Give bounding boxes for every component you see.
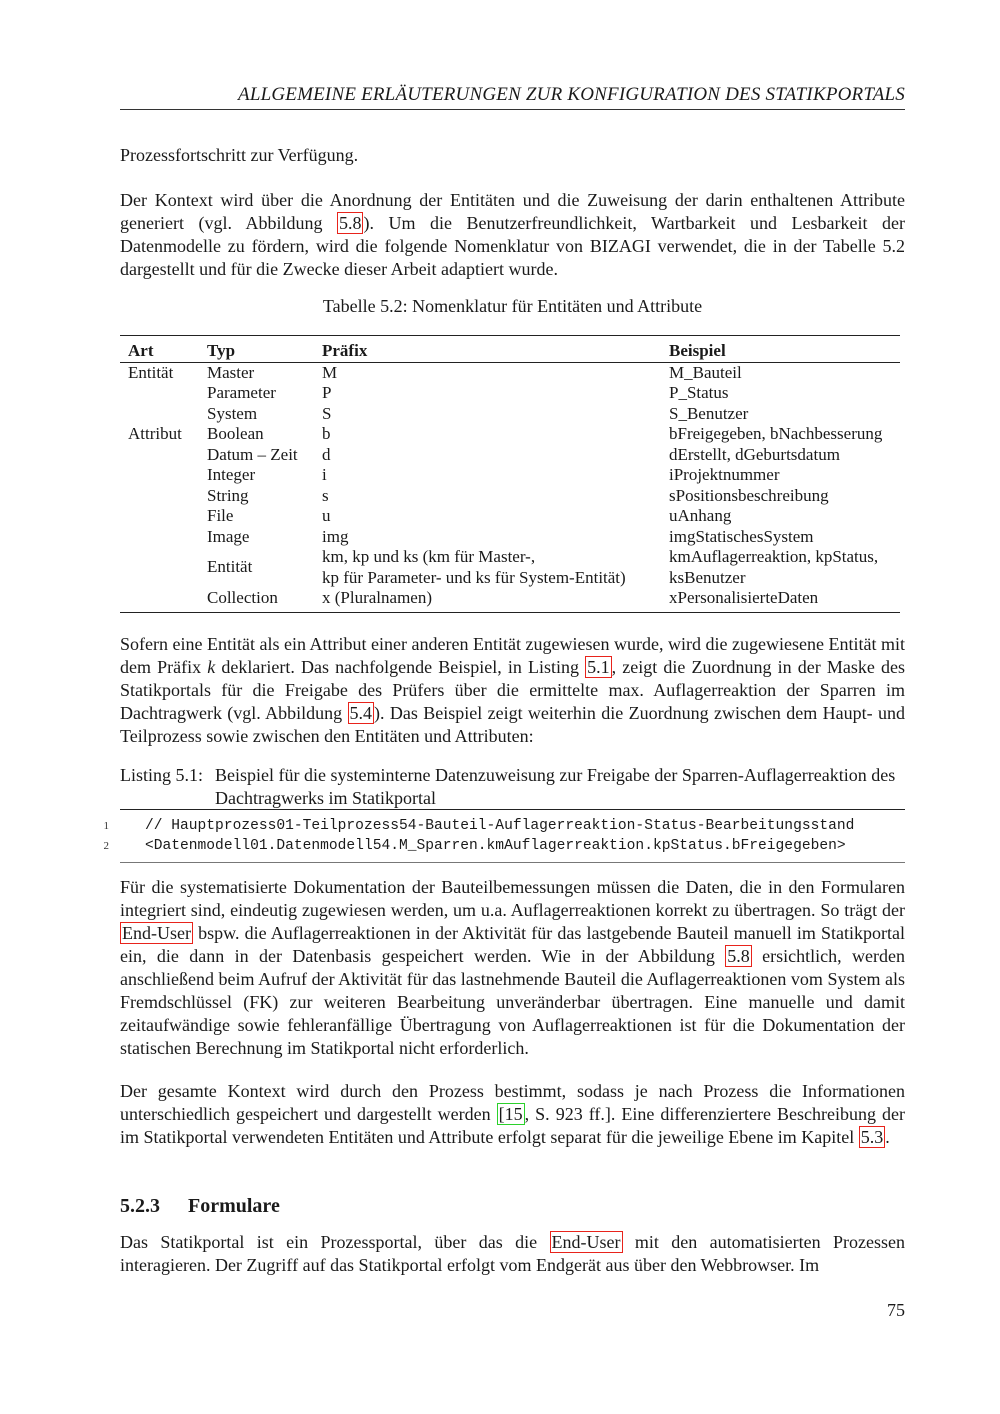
cell-art	[120, 465, 199, 486]
paragraph-6-text-a: Das Statikportal ist ein Prozessportal, über das die	[120, 1232, 550, 1252]
page-number: 75	[887, 1300, 905, 1320]
cell-praefix: x (Pluralnamen)	[322, 588, 432, 607]
paragraph-5-text-c: .	[885, 1127, 890, 1147]
cell-beispiel-line-1: kmAuflagerreaktion, kpStatus,	[669, 547, 879, 566]
cell-praefix: M	[322, 362, 338, 382]
cell-art: Attribut	[128, 424, 182, 443]
paragraph-3-text-a: Sofern eine Entität als ein Attribut einer anderen Entität zugewiesen wurde, wird die zugewiesene Entität mit dem Präfix	[120, 634, 905, 677]
nomenclature-table	[120, 335, 900, 613]
paragraph-2	[120, 189, 905, 281]
cell-typ: Parameter	[207, 383, 276, 402]
cell-praefix: d	[322, 444, 331, 464]
code-line	[103, 816, 905, 836]
table-row	[120, 465, 900, 486]
running-header: ALLGEMEINE ERLÄUTERUNGEN ZUR KONFIGURATION DES STATIKPORTALS	[120, 84, 905, 110]
cell-beispiel: M_Bauteil	[669, 362, 742, 382]
cell-praefix: img	[322, 526, 349, 546]
cell-typ: Datum – Zeit	[207, 444, 298, 464]
section-heading	[120, 1195, 280, 1218]
table-row	[120, 383, 900, 404]
cell-beispiel: uAnhang	[669, 506, 732, 525]
paragraph-6-text-b: mit den automatisierten Prozessen interagieren. Der Zugriff auf das Statikportal erfolgt vom Endgerät aus über den Webbrowser. Im	[120, 1232, 905, 1275]
cell-typ: System	[207, 403, 258, 423]
paragraph-1	[120, 144, 905, 167]
cell-beispiel: xPersonalisierteDaten	[669, 588, 819, 607]
paragraph-3	[120, 633, 905, 748]
cell-art	[120, 445, 199, 466]
section-number: 5.2.3	[120, 1195, 160, 1217]
cell-typ: String	[207, 485, 249, 505]
paragraph-6	[120, 1231, 905, 1277]
cell-art	[120, 588, 199, 612]
cell-typ: Entität	[207, 557, 253, 577]
figure-reference-link[interactable]: 5.4	[349, 703, 373, 723]
paragraph-4-text-b: bspw. die Auflagerreaktionen in der Aktivität für das lastgebende Bauteil manuell im Statikportal ein, die dann in der Datenbasis gespeichert werden. Wie in der Abbildung	[120, 923, 905, 966]
glossary-link-end-user[interactable]: End-User	[551, 1232, 621, 1252]
cell-beispiel: imgStatischesSystem	[669, 526, 814, 546]
cell-beispiel: S_Benutzer	[669, 403, 749, 423]
cell-art	[120, 404, 199, 425]
paragraph-5-text-b: , S. 923 ff.]. Eine differenziertere Beschreibung der im Statikportal verwendeten Entitäten und Attribute erfolgt separat für die jeweilige Ebene im Kapitel	[120, 1104, 905, 1147]
cell-art	[120, 383, 199, 404]
paragraph-1-text: Prozessfortschritt zur Verfügung.	[120, 145, 359, 165]
table-row	[120, 527, 900, 548]
cell-beispiel: bFreigegeben, bNachbesserung	[669, 424, 883, 443]
header-praefix: Präfix	[314, 336, 661, 363]
paragraph-3-text-c: , zeigt die Zuordnung in der Maske des Statikportals für die Freigabe des Prüfers über die ermittelte max. Auflagerreaktion der Sparren im Dachtragwerk (vgl. Abbildung	[120, 657, 906, 723]
cell-praefix	[314, 547, 661, 588]
paragraph-4	[120, 876, 905, 1060]
cell-praefix: i	[322, 465, 327, 484]
code-text: // Hauptprozess01-Teilprozess54-Bauteil-Auflagerreaktion-Status-Bearbeitungsstand	[145, 818, 855, 834]
paragraph-2-text-a: Der Kontext wird über die Anordnung der Entitäten und die Zuweisung der darin enthaltenen Attribute generiert (vgl. Abbildung	[120, 190, 905, 233]
prefix-k: k	[207, 657, 216, 677]
paragraph-5	[120, 1080, 905, 1149]
paragraph-5-text-a: Der gesamte Kontext wird durch den Prozess bestimmt, sodass je nach Prozess die Informationen unterschiedlich gespeichert und dargestellt werden	[120, 1081, 905, 1124]
header-art: Art	[120, 336, 199, 363]
listing-caption-text: Beispiel für die systeminterne Datenzuweisung zur Freigabe der Sparren-Auflagerreaktion des Dachtragwerks im Statikportal	[215, 765, 896, 808]
code-text: <Datenmodell01.Datenmodell54.M_Sparren.kmAuflagerreaktion.kpStatus.bFreigegeben>	[145, 838, 846, 854]
chapter-reference-link[interactable]: 5.3	[860, 1127, 884, 1147]
table-row	[120, 486, 900, 507]
cell-praefix: u	[322, 506, 331, 525]
paragraph-4-text-c: ersichtlich, werden anschließend beim Aufruf der Aktivität für das lastnehmende Bauteil die Auflagerreaktionen vom System als Fremdschlüssel (FK) zur weiteren Bearbeitung unveränderbar übertragen. Eine manuelle und damit zeitaufwändige sowie fehleranfällige Übertragung von Auflagerreaktionen ist für die Dokumentation der statischen Berechnung im Statikportal nicht erforderlich.	[120, 946, 905, 1058]
cell-typ: Boolean	[207, 424, 264, 443]
cell-beispiel: P_Status	[669, 383, 729, 402]
header-typ: Typ	[199, 336, 314, 363]
cell-typ: Collection	[207, 588, 278, 607]
cell-praefix: S	[322, 403, 332, 423]
table-row	[120, 588, 900, 612]
citation-link[interactable]: [15	[498, 1104, 523, 1124]
code-listing	[103, 809, 905, 863]
table-row	[120, 424, 900, 445]
cell-art: Entität	[128, 362, 174, 382]
cell-art	[120, 506, 199, 527]
listing-caption	[120, 764, 905, 810]
cell-beispiel: sPositionsbeschreibung	[669, 485, 829, 505]
section-title: Formulare	[188, 1195, 280, 1217]
cell-typ: Master	[207, 362, 255, 382]
figure-reference-link[interactable]: 5.8	[727, 946, 750, 966]
cell-beispiel: iProjektnummer	[669, 465, 780, 484]
cell-art	[120, 527, 199, 548]
cell-art	[120, 486, 199, 507]
table-row	[120, 547, 900, 588]
cell-beispiel	[661, 547, 900, 588]
listing-label: Listing 5.1:	[120, 765, 204, 785]
code-line	[103, 836, 905, 856]
cell-praefix: s	[322, 485, 329, 505]
header-beispiel: Beispiel	[661, 336, 900, 363]
table-header-row	[120, 336, 900, 363]
line-number: 2	[103, 840, 109, 852]
paragraph-4-text-a: Für die systematisierte Dokumentation der Bauteilbemessungen müssen die Daten, die in den Formularen integriert sind, eindeutig zugewiesen werden, um u.a. Auflagerreaktionen korrekt zu übertragen. So trägt der	[120, 877, 905, 920]
table-caption: Tabelle 5.2: Nomenklatur für Entitäten und Attribute	[322, 296, 703, 316]
listing-reference-link[interactable]: 5.1	[587, 657, 610, 677]
line-number: 1	[103, 820, 109, 832]
cell-typ: File	[207, 506, 234, 525]
table-row	[120, 506, 900, 527]
figure-reference-link[interactable]: 5.8	[338, 213, 362, 233]
cell-beispiel-line-2: ksBenutzer	[669, 567, 746, 587]
cell-art	[120, 547, 199, 588]
cell-typ: Image	[207, 526, 250, 546]
paragraph-3-text-b: deklariert. Das nachfolgende Beispiel, in Listing	[215, 657, 586, 677]
cell-beispiel: dErstellt, dGeburtsdatum	[669, 444, 840, 464]
cell-praefix-line-1: km, kp und ks (km für Master-,	[322, 547, 536, 566]
table-row	[120, 404, 900, 425]
table-row	[120, 362, 900, 383]
cell-praefix: b	[322, 424, 331, 443]
cell-praefix-line-2: kp für Parameter- und ks für System-Entität)	[322, 567, 626, 587]
table-row	[120, 445, 900, 466]
paragraph-3-text-d: ). Das Beispiel zeigt weiterhin die Zuordnung zwischen dem Haupt- und Teilprozess sowie zwischen den Entitäten und Attributen:	[120, 703, 905, 746]
cell-praefix: P	[322, 383, 332, 402]
cell-typ: Integer	[207, 465, 256, 484]
glossary-link-end-user[interactable]: End-User	[122, 923, 191, 943]
paragraph-2-text-b: ). Um die Benutzerfreundlichkeit, Wartbarkeit und Lesbarkeit der Datenmodelle zu fördern, wird die folgende Nomenklatur von BIZAGI verwendet, die in der Tabelle 5.2 dargestellt und für die Zwecke dieser Arbeit adaptiert wurde.	[120, 213, 905, 279]
